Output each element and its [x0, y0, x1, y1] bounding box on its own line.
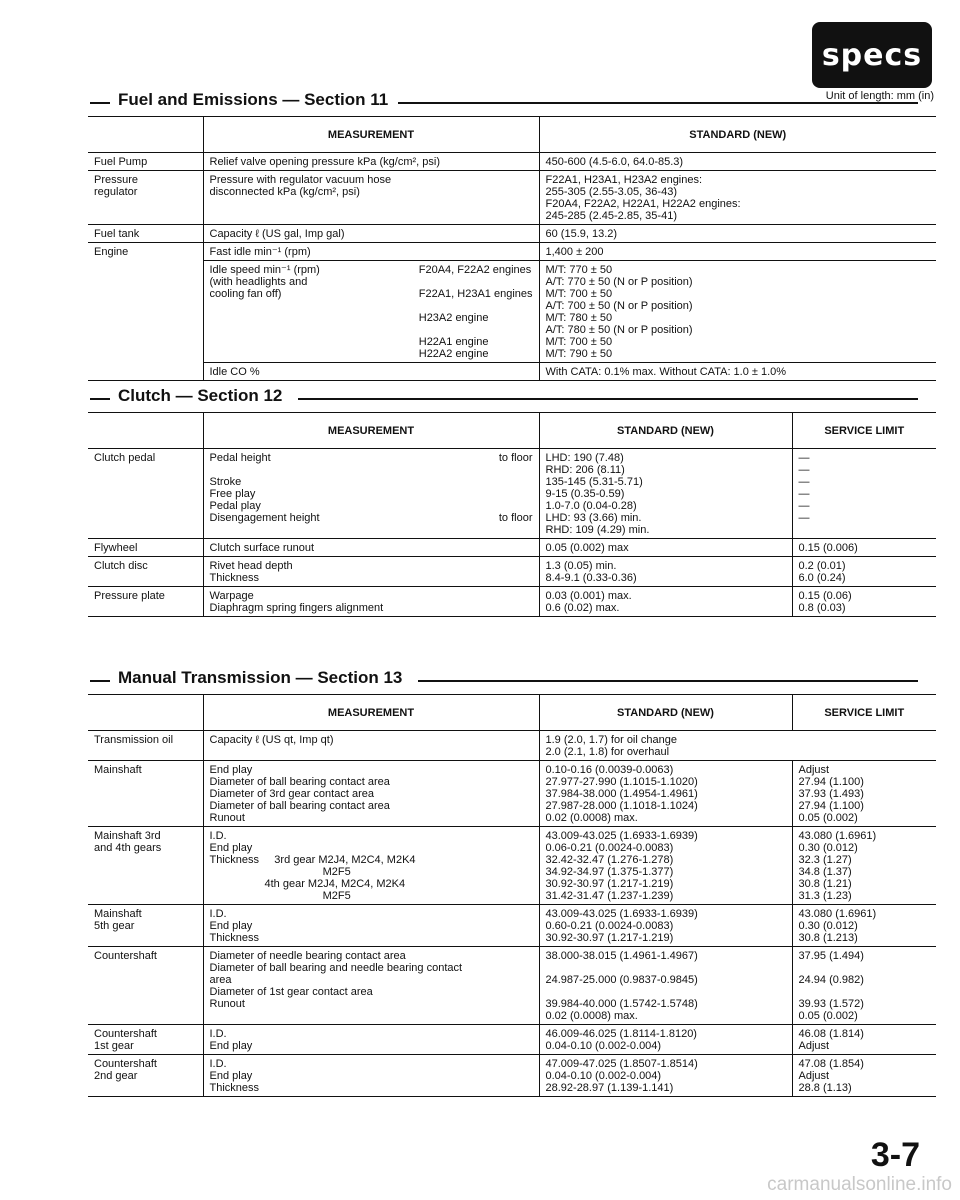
manual-transmission-table — [88, 694, 936, 1097]
row-service-limit: 46.08 (1.814) Adjust — [792, 1025, 936, 1055]
row-service-limit: 0.15 (0.006) — [792, 539, 936, 557]
row-item: Pressure plate — [88, 587, 203, 617]
table-row — [88, 243, 936, 261]
table-row — [88, 827, 936, 905]
row-measurement: Pressure with regulator vacuum hose disconnected kPa (kg/cm², psi) — [203, 171, 539, 225]
row-standard: 1.3 (0.05) min. 8.4-9.1 (0.33-0.36) — [539, 557, 792, 587]
row-standard: 1.9 (2.0, 1.7) for oil change 2.0 (2.1, 1.8) for overhaul — [539, 731, 936, 761]
table-row — [88, 539, 936, 557]
row-standard: 46.009-46.025 (1.8114-1.8120) 0.04-0.10 (0.002-0.004) — [539, 1025, 792, 1055]
table-row — [88, 153, 936, 171]
row-standard: 43.009-43.025 (1.6933-1.6939) 0.60-0.21 (0.0024-0.0083) 30.92-30.97 (1.217-1.219) — [539, 905, 792, 947]
header-measurement: MEASUREMENT — [203, 413, 539, 449]
row-standard: 38.000-38.015 (1.4961-1.4967) 24.987-25.000 (0.9837-0.9845) 39.984-40.000 (1.5742-1.5748) 0.02 (0.0008) max. — [539, 947, 792, 1025]
header-measurement: MEASUREMENT — [203, 695, 539, 731]
row-standard: 0.10-0.16 (0.0039-0.0063) 27.977-27.990 (1.1015-1.1020) 37.984-38.000 (1.4954-1.4961) 27.987-28.000 (1.1018-1.1024) 0.02 (0.0008) max. — [539, 761, 792, 827]
row-measurement: Warpage Diaphragm spring fingers alignment — [203, 587, 539, 617]
row-item: Fuel Pump — [88, 153, 203, 171]
row-measurement-left: Idle speed min⁻¹ (rpm) (with headlights and cooling fan off) — [209, 264, 320, 300]
row-measurement: I.D. End play Thickness — [203, 905, 539, 947]
row-item: Mainshaft 5th gear — [88, 905, 203, 947]
row-measurement-right: to floor to floor — [498, 452, 533, 524]
table-row — [88, 731, 936, 761]
manual-transmission-section — [88, 668, 936, 1094]
row-item: Fuel tank — [88, 225, 203, 243]
row-measurement: I.D. End play — [203, 1025, 539, 1055]
row-item: Flywheel — [88, 539, 203, 557]
page-number: 3-7 — [870, 1136, 920, 1174]
row-service-limit: Adjust 27.94 (1.100) 37.93 (1.493) 27.94 (1.100) 0.05 (0.002) — [792, 761, 936, 827]
unit-note: Unit of length: mm (in) — [825, 90, 934, 102]
table-row — [88, 587, 936, 617]
row-service-limit: 43.080 (1.6961) 0.30 (0.012) 30.8 (1.213) — [792, 905, 936, 947]
table-row — [88, 947, 936, 1025]
row-measurement: I.D. End play Thickness — [203, 1055, 539, 1097]
row-standard: 1,400 ± 200 — [539, 243, 936, 261]
row-service-limit: 0.15 (0.06) 0.8 (0.03) — [792, 587, 936, 617]
row-standard: With CATA: 0.1% max. Without CATA: 1.0 ± 1.0% — [539, 363, 936, 381]
row-measurement: Rivet head depth Thickness — [203, 557, 539, 587]
row-item: Countershaft — [88, 947, 203, 1025]
header-service-limit: SERVICE LIMIT — [792, 695, 936, 731]
clutch-section — [88, 386, 936, 614]
table-row — [88, 557, 936, 587]
table-row — [88, 171, 936, 225]
row-measurement: I.D. End play Thickness 3rd gear M2J4, M2C4, M2K4 M2F5 4th gear M2J4, M2C4, M2K4 M2F5 — [203, 827, 539, 905]
table-row — [88, 363, 936, 381]
row-service-limit: — — — — — — — [792, 449, 936, 539]
row-standard: 43.009-43.025 (1.6933-1.6939) 0.06-0.21 (0.0024-0.0083) 32.42-32.47 (1.276-1.278) 34.92-34.97 (1.375-1.377) 30.92-30.97 (1.217-1.219) 31.42-31.47 (1.237-1.239) — [539, 827, 792, 905]
row-measurement: Fast idle min⁻¹ (rpm) — [203, 243, 539, 261]
header-standard: STANDARD (NEW) — [539, 695, 792, 731]
manual-transmission-section-title: Manual Transmission — Section 13 — [118, 668, 410, 688]
row-standard: M/T: 770 ± 50 A/T: 770 ± 50 (N or P position) M/T: 700 ± 50 A/T: 700 ± 50 (N or P position) M/T: 780 ± 50 A/T: 780 ± 50 (N or P position) M/T: 700 ± 50 M/T: 790 ± 50 — [539, 261, 936, 363]
row-service-limit: 37.95 (1.494) 24.94 (0.982) 39.93 (1.572) 0.05 (0.002) — [792, 947, 936, 1025]
fuel-section-title: Fuel and Emissions — Section 11 — [118, 90, 396, 110]
row-service-limit: 47.08 (1.854) Adjust 28.8 (1.13) — [792, 1055, 936, 1097]
row-standard: 0.05 (0.002) max — [539, 539, 792, 557]
table-row — [88, 1025, 936, 1055]
row-measurement: Clutch surface runout — [203, 539, 539, 557]
row-measurement: Capacity ℓ (US gal, Imp gal) — [203, 225, 539, 243]
table-row — [88, 1055, 936, 1097]
specs-badge: specs — [812, 22, 932, 88]
row-standard: F22A1, H23A1, H23A2 engines: 255-305 (2.55-3.05, 36-43) F20A4, F22A2, H22A1, H22A2 engines: 245-285 (2.45-2.85, 35-41) — [539, 171, 936, 225]
row-item: Countershaft 1st gear — [88, 1025, 203, 1055]
row-standard: 60 (15.9, 13.2) — [539, 225, 936, 243]
header-standard: STANDARD (NEW) — [539, 413, 792, 449]
row-item: Countershaft 2nd gear — [88, 1055, 203, 1097]
header-measurement: MEASUREMENT — [203, 117, 539, 153]
watermark: carmanualsonline.info — [767, 1174, 952, 1195]
row-item: Clutch pedal — [88, 449, 203, 539]
clutch-table — [88, 412, 936, 617]
row-item: Pressure regulator — [88, 171, 203, 225]
row-measurement: Relief valve opening pressure kPa (kg/cm², psi) — [203, 153, 539, 171]
row-standard: 47.009-47.025 (1.8507-1.8514) 0.04-0.10 (0.002-0.004) 28.92-28.97 (1.139-1.141) — [539, 1055, 792, 1097]
row-item: Clutch disc — [88, 557, 203, 587]
row-measurement: Idle CO % — [203, 363, 539, 381]
row-standard: LHD: 190 (7.48) RHD: 206 (8.11) 135-145 (5.31-5.71) 9-15 (0.35-0.59) 1.0-7.0 (0.04-0.28) LHD: 93 (3.66) min. RHD: 109 (4.29) min. — [539, 449, 792, 539]
row-item: Mainshaft — [88, 761, 203, 827]
row-service-limit: 43.080 (1.6961) 0.30 (0.012) 32.3 (1.27) 34.8 (1.37) 30.8 (1.21) 31.3 (1.23) — [792, 827, 936, 905]
table-row — [88, 905, 936, 947]
header-standard: STANDARD (NEW) — [539, 117, 936, 153]
row-standard: 0.03 (0.001) max. 0.6 (0.02) max. — [539, 587, 792, 617]
table-row — [88, 261, 936, 363]
row-item: Mainshaft 3rd and 4th gears — [88, 827, 203, 905]
row-item: Engine — [88, 243, 203, 381]
table-row — [88, 225, 936, 243]
row-measurement: Capacity ℓ (US qt, Imp qt) — [203, 731, 539, 761]
fuel-table — [88, 116, 936, 381]
fuel-section — [88, 90, 936, 378]
row-measurement: End play Diameter of ball bearing contact area Diameter of 3rd gear contact area Diameter of ball bearing contact area Runout — [203, 761, 539, 827]
row-measurement: Diameter of needle bearing contact area Diameter of ball bearing and needle bearing contact area Diameter of 1st gear contact area Runout — [203, 947, 539, 1025]
table-row — [88, 449, 936, 539]
row-measurement-right: F20A4, F22A2 engines F22A1, H23A1 engines H23A2 engine H22A1 engine H22A2 engine — [418, 264, 533, 360]
clutch-section-title: Clutch — Section 12 — [118, 386, 290, 406]
row-item: Transmission oil — [88, 731, 203, 761]
row-measurement-left: Pedal height Stroke Free play Pedal play Disengagement height — [209, 452, 320, 524]
table-row — [88, 761, 936, 827]
row-standard: 450-600 (4.5-6.0, 64.0-85.3) — [539, 153, 936, 171]
header-service-limit: SERVICE LIMIT — [792, 413, 936, 449]
row-service-limit: 0.2 (0.01) 6.0 (0.24) — [792, 557, 936, 587]
